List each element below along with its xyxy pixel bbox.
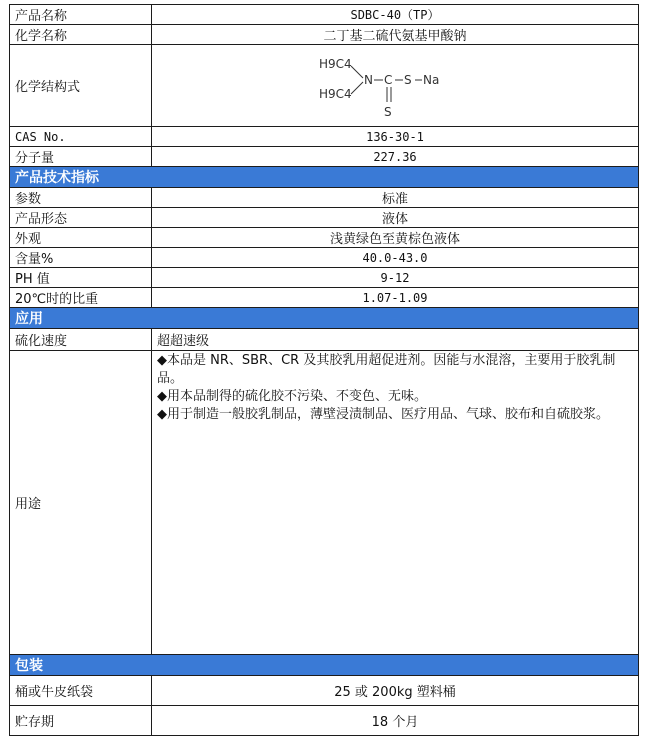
value-product-name: SDBC-40（TP）	[152, 5, 639, 25]
tech-label-param: 参数	[10, 188, 152, 208]
structural-formula	[317, 50, 457, 122]
section-packaging	[10, 655, 639, 676]
product-spec-sheet	[9, 4, 639, 736]
formula-sulfur: S	[404, 72, 412, 87]
table-row	[10, 188, 639, 208]
table-row	[10, 676, 639, 706]
tech-label-ph: PH 值	[10, 268, 152, 288]
row-structure	[10, 45, 639, 127]
formula-group-top: H9C4	[319, 56, 352, 71]
section-heading-packaging: 包装	[10, 655, 639, 676]
table-row	[10, 228, 639, 248]
section-heading-tech: 产品技术指标	[10, 167, 639, 188]
label-chemical-name: 化学名称	[10, 25, 152, 45]
pack-value-shelf-life: 18 个月	[152, 706, 639, 736]
usage-item: ◆用本品制得的硫化胶不污染、不变色、无味。	[157, 389, 427, 404]
table-row	[10, 208, 639, 228]
formula-carbon: C	[384, 72, 393, 87]
table-row	[10, 288, 639, 308]
tech-label-content: 含量%	[10, 248, 152, 268]
table-row	[10, 248, 639, 268]
label-cure-speed: 硫化速度	[10, 329, 152, 351]
section-heading-application: 应用	[10, 308, 639, 329]
value-molecular-weight: 227.36	[152, 147, 639, 167]
label-cas: CAS No.	[10, 127, 152, 147]
pack-label-container: 桶或牛皮纸袋	[10, 676, 152, 706]
spec-table	[9, 4, 639, 736]
formula-sulfur-bottom: S	[384, 104, 392, 119]
bond-upper	[351, 66, 363, 78]
usage-item: ◆用于制造一般胶乳制品，薄壁浸渍制品、医疗用品、气球、胶布和自硫胶浆。	[157, 407, 609, 422]
pack-value-container: 25 或 200kg 塑料桶	[152, 676, 639, 706]
tech-value-param: 标准	[152, 188, 639, 208]
tech-value-gravity: 1.07-1.09	[152, 288, 639, 308]
row-product-name	[10, 5, 639, 25]
table-row	[10, 706, 639, 736]
row-molecular-weight	[10, 147, 639, 167]
tech-label-form: 产品形态	[10, 208, 152, 228]
row-chemical-name	[10, 25, 639, 45]
bond-lower	[351, 82, 363, 94]
usage-description	[152, 351, 639, 655]
row-cas	[10, 127, 639, 147]
label-molecular-weight: 分子量	[10, 147, 152, 167]
usage-item: ◆本品是 NR、SBR、CR 及其胶乳用超促进剂。因能与水混溶，主要用于胶乳制品。	[157, 353, 616, 386]
section-tech-specs	[10, 167, 639, 188]
section-application	[10, 308, 639, 329]
value-chemical-name: 二丁基二硫代氨基甲酸钠	[152, 25, 639, 45]
label-product-name: 产品名称	[10, 5, 152, 25]
structure-cell	[152, 45, 639, 127]
value-cas: 136-30-1	[152, 127, 639, 147]
tech-value-appearance: 浅黄绿色至黄棕色液体	[152, 228, 639, 248]
tech-label-gravity: 20℃时的比重	[10, 288, 152, 308]
label-structure: 化学结构式	[10, 45, 152, 127]
tech-value-ph: 9-12	[152, 268, 639, 288]
pack-label-shelf-life: 贮存期	[10, 706, 152, 736]
row-usage	[10, 351, 639, 655]
formula-group-bottom: H9C4	[319, 86, 352, 101]
table-row	[10, 268, 639, 288]
label-usage: 用途	[10, 351, 152, 655]
tech-label-appearance: 外观	[10, 228, 152, 248]
row-cure-speed	[10, 329, 639, 351]
tech-value-form: 液体	[152, 208, 639, 228]
value-cure-speed: 超超速级	[152, 329, 639, 351]
tech-value-content: 40.0-43.0	[152, 248, 639, 268]
formula-nitrogen: N	[364, 72, 373, 87]
formula-sodium: Na	[423, 72, 440, 87]
